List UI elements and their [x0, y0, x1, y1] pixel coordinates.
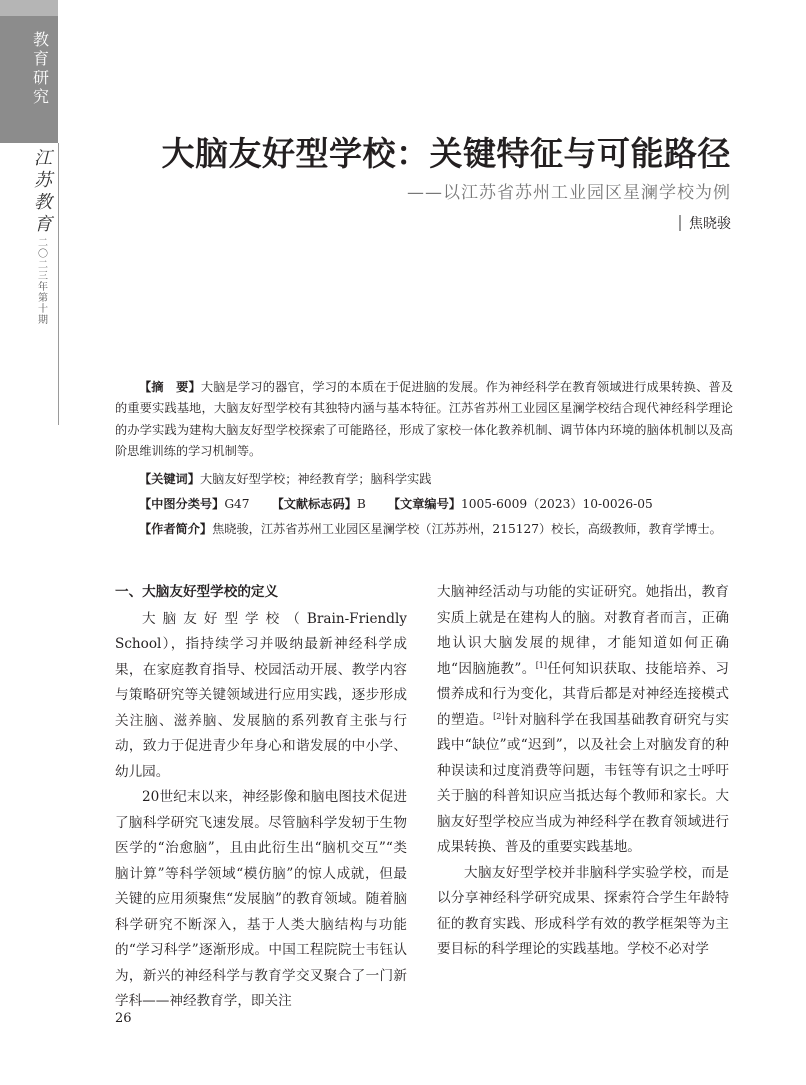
article-subtitle: ——以江苏省苏州工业园区星澜学校为例 — [407, 183, 731, 203]
clc-value: G47 — [224, 497, 250, 511]
citation-ref[interactable]: [2] — [493, 711, 505, 721]
classification — [139, 494, 653, 514]
keywords — [139, 469, 432, 489]
body-column-left — [115, 580, 407, 1015]
doc-code-value: B — [356, 497, 366, 511]
author-profile-text: 焦晓骏，江苏省苏州工业园区星澜学校（江苏苏州，215127）校长，高级教师，教育学博士。 — [212, 522, 722, 536]
author-name: 焦晓骏 — [689, 216, 731, 232]
section-label: 教育研究 — [32, 30, 49, 106]
section-tab — [0, 0, 58, 143]
body-text: 针对脑科学在我国基础教育研究与实践中“缺位”或“迟到”，以及社会上对脑发育的种种误读和过度消费等问题，韦钰等有识之士呼吁关于脑的科普知识应当抵达每个教师和家长。大脑友好型学校应当成为神经科学在教育领域进行成果转换、普及的重要实践基地。 — [437, 711, 730, 855]
abstract — [115, 377, 733, 463]
body-paragraph: 大脑友好型学校并非脑科学实验学校，而是以分享神经科学研究成果、探索符合学生年龄特征的教育实践、形成科学有效的教学框架等为主要目标的科学理论的实践基地。学校不必对学 — [437, 864, 729, 957]
issue-label: 二〇二三年第十期 — [38, 238, 48, 326]
body-paragraph: 大脑友好型学校（Brain-Friendly School），指持续学习并吸纳最新神经科学成果，在家庭教育指导、校园活动开展、教学内容与策略研究等关键领域进行应用实践，逐步形成关注脑、滋养脑、发展脑的系列教育主张与行动，致力于促进青少年身心和谐发展的中小学、幼儿园。 — [115, 610, 407, 780]
body-column-right — [437, 580, 729, 963]
journal-name: 江苏教育 — [34, 148, 52, 235]
body-text: 任何知识获取、技能培养、习惯养成和行为变化，其背后都是对神经连接模式的塑造。 — [437, 660, 729, 728]
article-number-value: 1005-6009（2023）10-0026-05 — [460, 497, 653, 511]
doc-code-label: 【文献标志码】 — [271, 497, 357, 511]
page-number: 26 — [115, 1011, 132, 1026]
article-number-label: 【文章编号】 — [387, 497, 461, 511]
section-heading: 一、大脑友好型学校的定义 — [115, 584, 279, 600]
body-paragraph: 20世纪末以来，神经影像和脑电图技术促进了脑科学研究飞速发展。尽管脑科学发轫于生物医学的“治愈脑”，且由此衍生出“脑机交互”“类脑计算”等科学领域“模仿脑”的惊人成就，但最关键的应用须聚焦“发展脑”的教育领域。随着脑科学研究不断深入，基于人类大脑结构与功能的“学习科学”逐渐形成。中国工程院院士韦钰认为，新兴的神经科学与教育学交叉聚合了一门新学科——神经教育学，即关注 — [115, 789, 407, 1009]
section-tab-accent — [0, 0, 58, 16]
clc-label: 【中图分类号】 — [139, 497, 225, 511]
sidebar-divider — [58, 143, 59, 425]
author-profile — [139, 519, 722, 539]
author-profile-label: 【作者简介】 — [139, 522, 213, 536]
abstract-label: 【摘 要】 — [139, 380, 201, 394]
citation-ref[interactable]: [1] — [535, 660, 548, 670]
body-text: 大脑神经活动与功能的实证研究。她指出，教育实质上就是在建构人的脑。对教育者而言，正确地认识大脑发展的规律，才能知道如何正确地“因脑施教”。 — [437, 584, 729, 677]
article-author — [679, 213, 731, 233]
author-bar — [679, 215, 681, 231]
abstract-text: 大脑是学习的器官，学习的本质在于促进脑的发展。作为神经科学在教育领域进行成果转换、普及的重要实践基地，大脑友好型学校有其独特内涵与基本特征。江苏省苏州工业园区星澜学校结合现代神经科学理论的办学实践为建构大脑友好型学校探索了可能路径，形成了家校一体化教养机制、调节体内环境的脑体机制以及高阶思维训练的学习机制等。 — [115, 380, 734, 459]
article-title: 大脑友好型学校：关键特征与可能路径 — [161, 134, 731, 173]
body-paragraph — [437, 580, 729, 861]
keywords-label: 【关键词】 — [139, 472, 200, 486]
keywords-text: 大脑友好型学校；神经教育学；脑科学实践 — [199, 472, 432, 486]
